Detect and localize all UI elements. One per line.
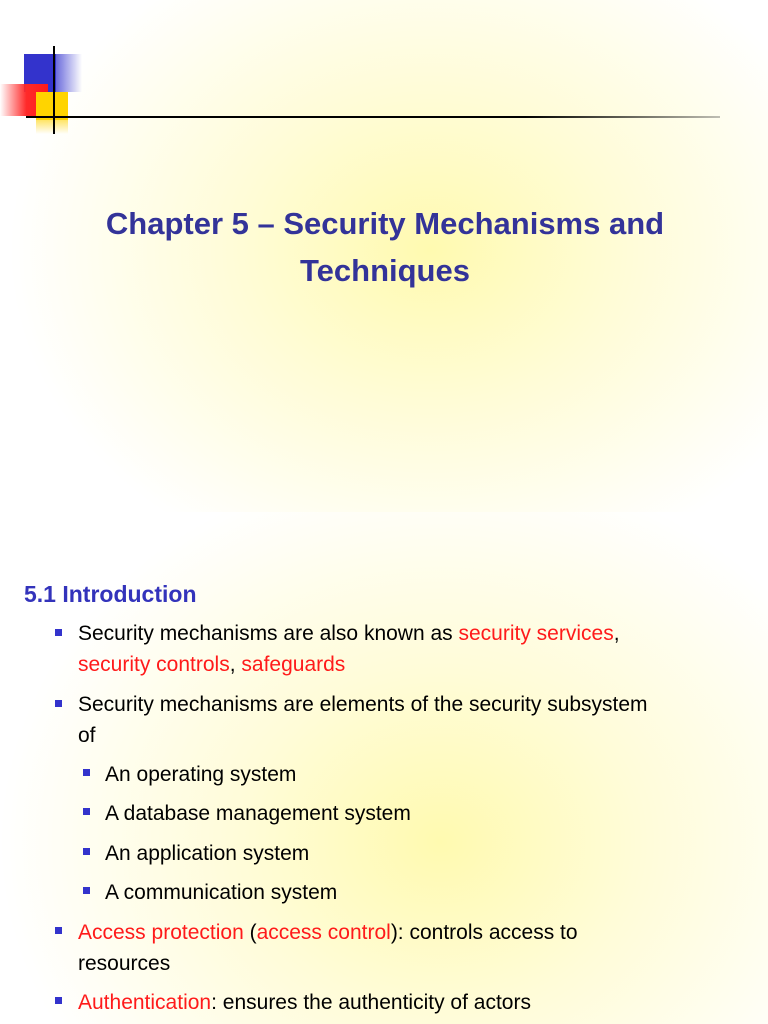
list-item-text: ,	[229, 653, 242, 676]
section-title: 5.1 Introduction	[24, 581, 197, 607]
logo-blue-fade	[56, 54, 82, 92]
list-item	[78, 689, 728, 751]
list-item-text: resources	[78, 952, 171, 975]
sub-list-item: A database management system	[105, 802, 411, 825]
sub-list-item: An application system	[105, 842, 310, 865]
square-bullet-icon	[55, 997, 62, 1004]
sub-list-item: A communication system	[105, 881, 338, 904]
highlight-term: safeguards	[241, 653, 346, 676]
list-item-line	[78, 917, 728, 948]
list-item-text: Security mechanisms are also known as	[78, 622, 459, 645]
square-bullet-icon	[55, 927, 62, 934]
slide-introduction	[0, 512, 768, 1024]
square-bullet-icon	[83, 808, 90, 815]
header-rule	[26, 116, 720, 118]
highlight-term: Authentication	[78, 991, 212, 1014]
highlight-term: security controls	[78, 653, 230, 676]
list-item-text: ,	[613, 622, 620, 645]
list-item-text: (	[243, 921, 257, 944]
list-item-text: ): controls access to	[390, 921, 578, 944]
list-item-text: Security mechanisms are elements of the security subsystem	[78, 693, 648, 716]
highlight-term: access control	[256, 921, 391, 944]
square-bullet-icon	[55, 700, 62, 707]
logo-vertical-line	[53, 46, 55, 134]
sub-list-item: An operating system	[105, 763, 297, 786]
chapter-title-line2: Techniques	[300, 253, 470, 288]
list-item	[78, 917, 728, 979]
square-bullet-icon	[83, 887, 90, 894]
list-item-text: : ensures the authenticity of actors	[211, 991, 531, 1014]
list-item-line	[78, 618, 728, 649]
square-bullet-icon	[83, 848, 90, 855]
logo-yellow-fade	[36, 120, 68, 134]
list-item	[78, 618, 728, 680]
square-bullet-icon	[55, 629, 62, 636]
list-item-line	[78, 649, 728, 680]
square-bullet-icon	[83, 769, 90, 776]
chapter-title	[40, 200, 730, 294]
highlight-term: security services	[458, 622, 614, 645]
slide-logo-decoration	[0, 0, 110, 140]
chapter-title-line1: Chapter 5 – Security Mechanisms and	[105, 206, 665, 241]
list-item-text: of	[78, 724, 96, 747]
highlight-term: Access protection	[78, 921, 244, 944]
list-item	[78, 987, 728, 1018]
